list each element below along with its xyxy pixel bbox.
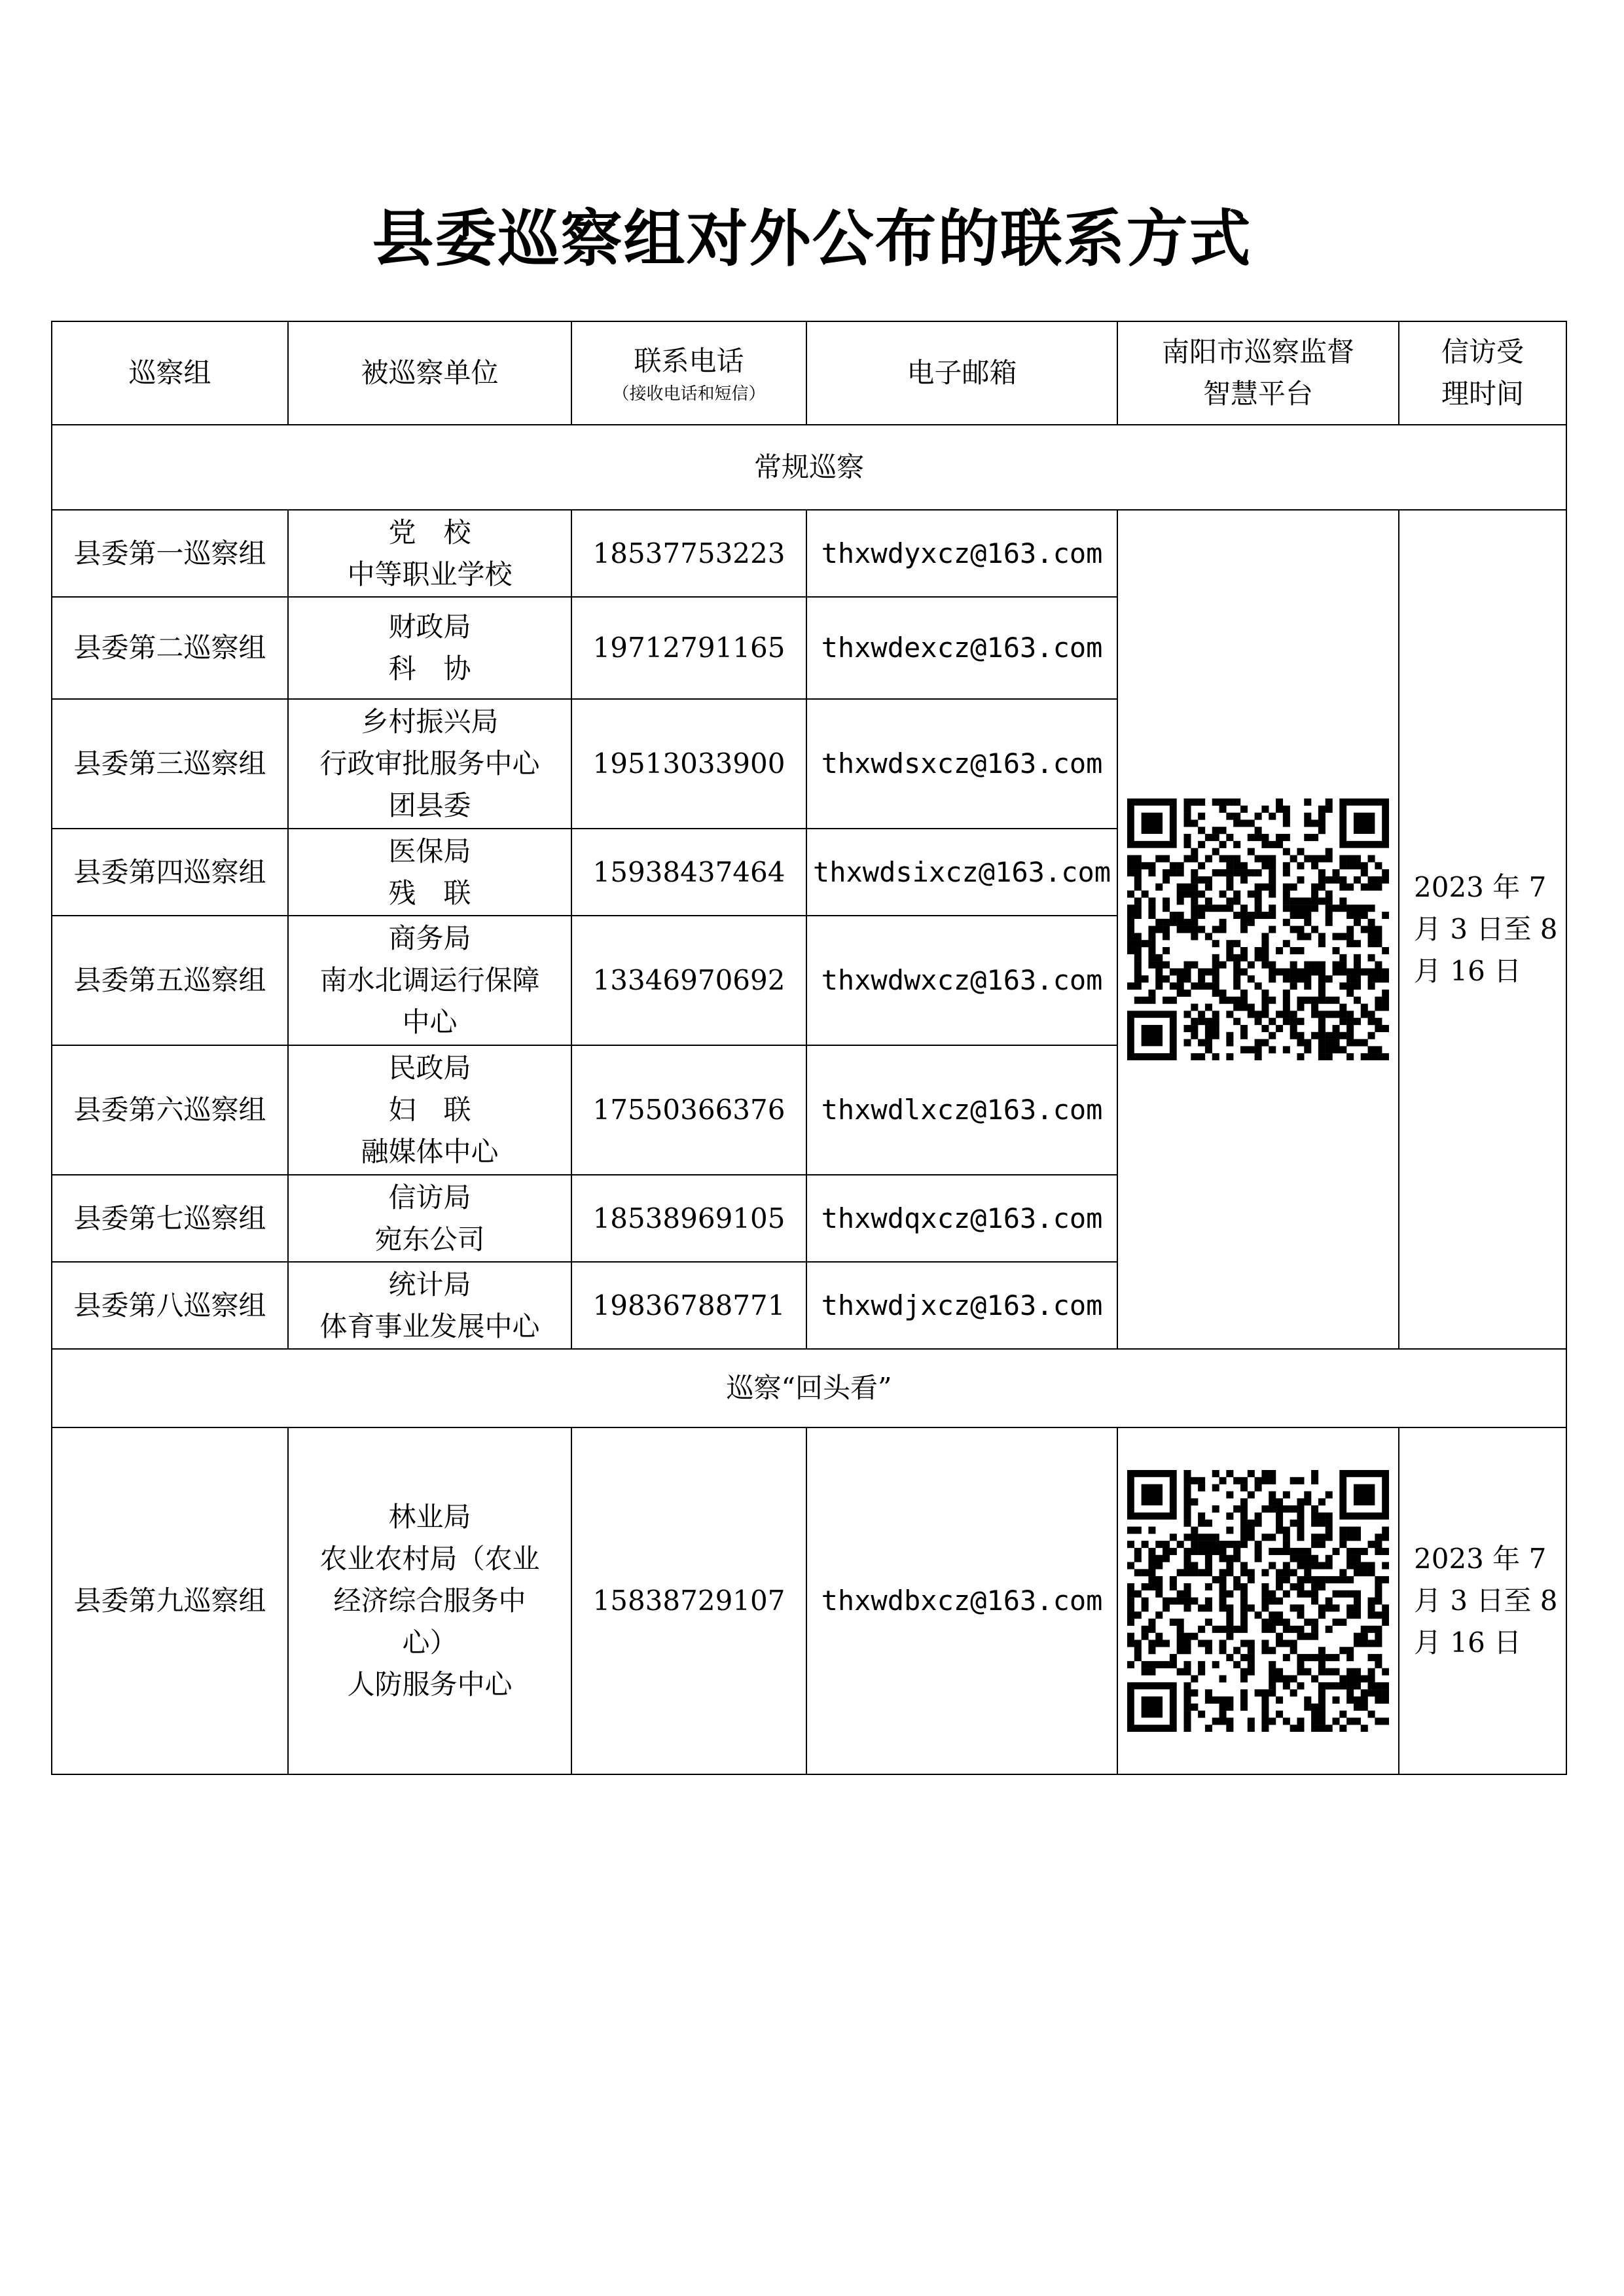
table-row: [52, 510, 1566, 597]
email-address: thxwdjxcz@163.com: [806, 1262, 1117, 1349]
unit-list: [288, 510, 571, 597]
email-address: thxwdsxcz@163.com: [806, 699, 1117, 829]
time-line: 月 3 日至 8: [1414, 1585, 1558, 1617]
header-time: [1399, 321, 1566, 425]
unit-list: [288, 1427, 571, 1774]
phone-number: 15938437464: [571, 829, 806, 916]
time-line: 2023 年 7: [1414, 871, 1547, 903]
email-address: thxwdqxcz@163.com: [806, 1175, 1117, 1262]
time-cell: [1399, 1427, 1566, 1774]
unit-name: 融媒体中心: [361, 1136, 499, 1168]
header-units: 被巡察单位: [288, 321, 571, 425]
email-address: thxwdbxcz@163.com: [806, 1427, 1117, 1774]
time-line: 月 3 日至 8: [1414, 913, 1558, 945]
group-name: 县委第五巡察组: [52, 916, 288, 1045]
phone-number: 19513033900: [571, 699, 806, 829]
phone-number: 19712791165: [571, 597, 806, 699]
email-address: thxwdyxcz@163.com: [806, 510, 1117, 597]
unit-list: [288, 1175, 571, 1262]
group-name: 县委第九巡察组: [52, 1427, 288, 1774]
section-title-regular: 常规巡察: [52, 425, 1566, 510]
unit-name: 林业局: [388, 1501, 471, 1533]
time-line: 2023 年 7: [1414, 1543, 1547, 1575]
unit-name: 财政局: [388, 611, 471, 643]
unit-list: [288, 1262, 571, 1349]
group-name: 县委第二巡察组: [52, 597, 288, 699]
phone-number: 17550366376: [571, 1045, 806, 1175]
unit-name: 乡村振兴局: [361, 706, 499, 738]
unit-name: 南水北调运行保障: [319, 964, 540, 996]
header-phone-note: （接收电话和短信）: [612, 384, 766, 404]
qr-cell: [1117, 1427, 1399, 1774]
table-row: [52, 1427, 1566, 1774]
email-address: thxwdwxcz@163.com: [806, 916, 1117, 1045]
header-platform: [1117, 321, 1399, 425]
unit-name: 心）: [402, 1626, 458, 1659]
unit-name: 农业农村局（农业: [319, 1543, 540, 1575]
time-cell: [1399, 510, 1566, 1349]
group-name: 县委第四巡察组: [52, 829, 288, 916]
unit-name: 团县委: [388, 789, 471, 821]
unit-name: 宛东公司: [374, 1223, 485, 1255]
header-time-line: 理时间: [1441, 378, 1524, 410]
unit-name: 行政审批服务中心: [319, 747, 540, 780]
unit-list: [288, 597, 571, 699]
page-title: 县委巡察组对外公布的联系方式: [372, 203, 1252, 275]
email-address: thxwdexcz@163.com: [806, 597, 1117, 699]
section-row-regular: [52, 425, 1566, 510]
qr-code-icon[interactable]: [1127, 798, 1389, 1060]
unit-name: 医保局: [388, 834, 471, 867]
unit-list: [288, 699, 571, 829]
email-address: thxwdsixcz@163.com: [806, 829, 1117, 916]
group-name: 县委第八巡察组: [52, 1262, 288, 1349]
unit-name: 信访局: [388, 1181, 471, 1213]
group-name: 县委第一巡察组: [52, 510, 288, 597]
header-phone-label: 联系电话: [634, 345, 744, 377]
unit-name: 党 校: [388, 516, 471, 548]
unit-name: 妇 联: [388, 1094, 471, 1126]
section-row-lookback: [52, 1349, 1566, 1427]
header-phone: [571, 321, 806, 425]
header-time-line: 信访受: [1441, 336, 1524, 368]
time-line: 月 16 日: [1414, 955, 1522, 987]
unit-name: 统计局: [388, 1268, 471, 1300]
group-name: 县委第六巡察组: [52, 1045, 288, 1175]
header-group: 巡察组: [52, 321, 288, 425]
header-platform-line: 智慧平台: [1202, 378, 1313, 410]
qr-cell: [1117, 510, 1399, 1349]
unit-name: 商务局: [388, 922, 471, 954]
section-title-lookback: 巡察“回头看”: [52, 1349, 1566, 1427]
phone-number: 13346970692: [571, 916, 806, 1045]
unit-name: 经济综合服务中: [333, 1585, 526, 1617]
unit-name: 残 联: [388, 876, 471, 909]
unit-name: 体育事业发展中心: [319, 1310, 540, 1342]
time-line: 月 16 日: [1414, 1626, 1522, 1659]
unit-list: [288, 916, 571, 1045]
phone-number: 15838729107: [571, 1427, 806, 1774]
group-name: 县委第三巡察组: [52, 699, 288, 829]
header-email: 电子邮箱: [806, 321, 1117, 425]
unit-list: [288, 1045, 571, 1175]
unit-name: 民政局: [388, 1052, 471, 1084]
phone-number: 19836788771: [571, 1262, 806, 1349]
phone-number: 18537753223: [571, 510, 806, 597]
unit-name: 人防服务中心: [347, 1668, 513, 1700]
header-row: [52, 321, 1566, 425]
header-platform-line: 南阳市巡察监督: [1161, 336, 1354, 368]
qr-code-icon[interactable]: [1127, 1470, 1389, 1732]
group-name: 县委第七巡察组: [52, 1175, 288, 1262]
unit-name: 中等职业学校: [347, 558, 513, 590]
unit-name: 中心: [402, 1006, 458, 1038]
email-address: thxwdlxcz@163.com: [806, 1045, 1117, 1175]
contacts-table: [51, 321, 1567, 1775]
unit-name: 科 协: [388, 653, 471, 685]
phone-number: 18538969105: [571, 1175, 806, 1262]
unit-list: [288, 829, 571, 916]
